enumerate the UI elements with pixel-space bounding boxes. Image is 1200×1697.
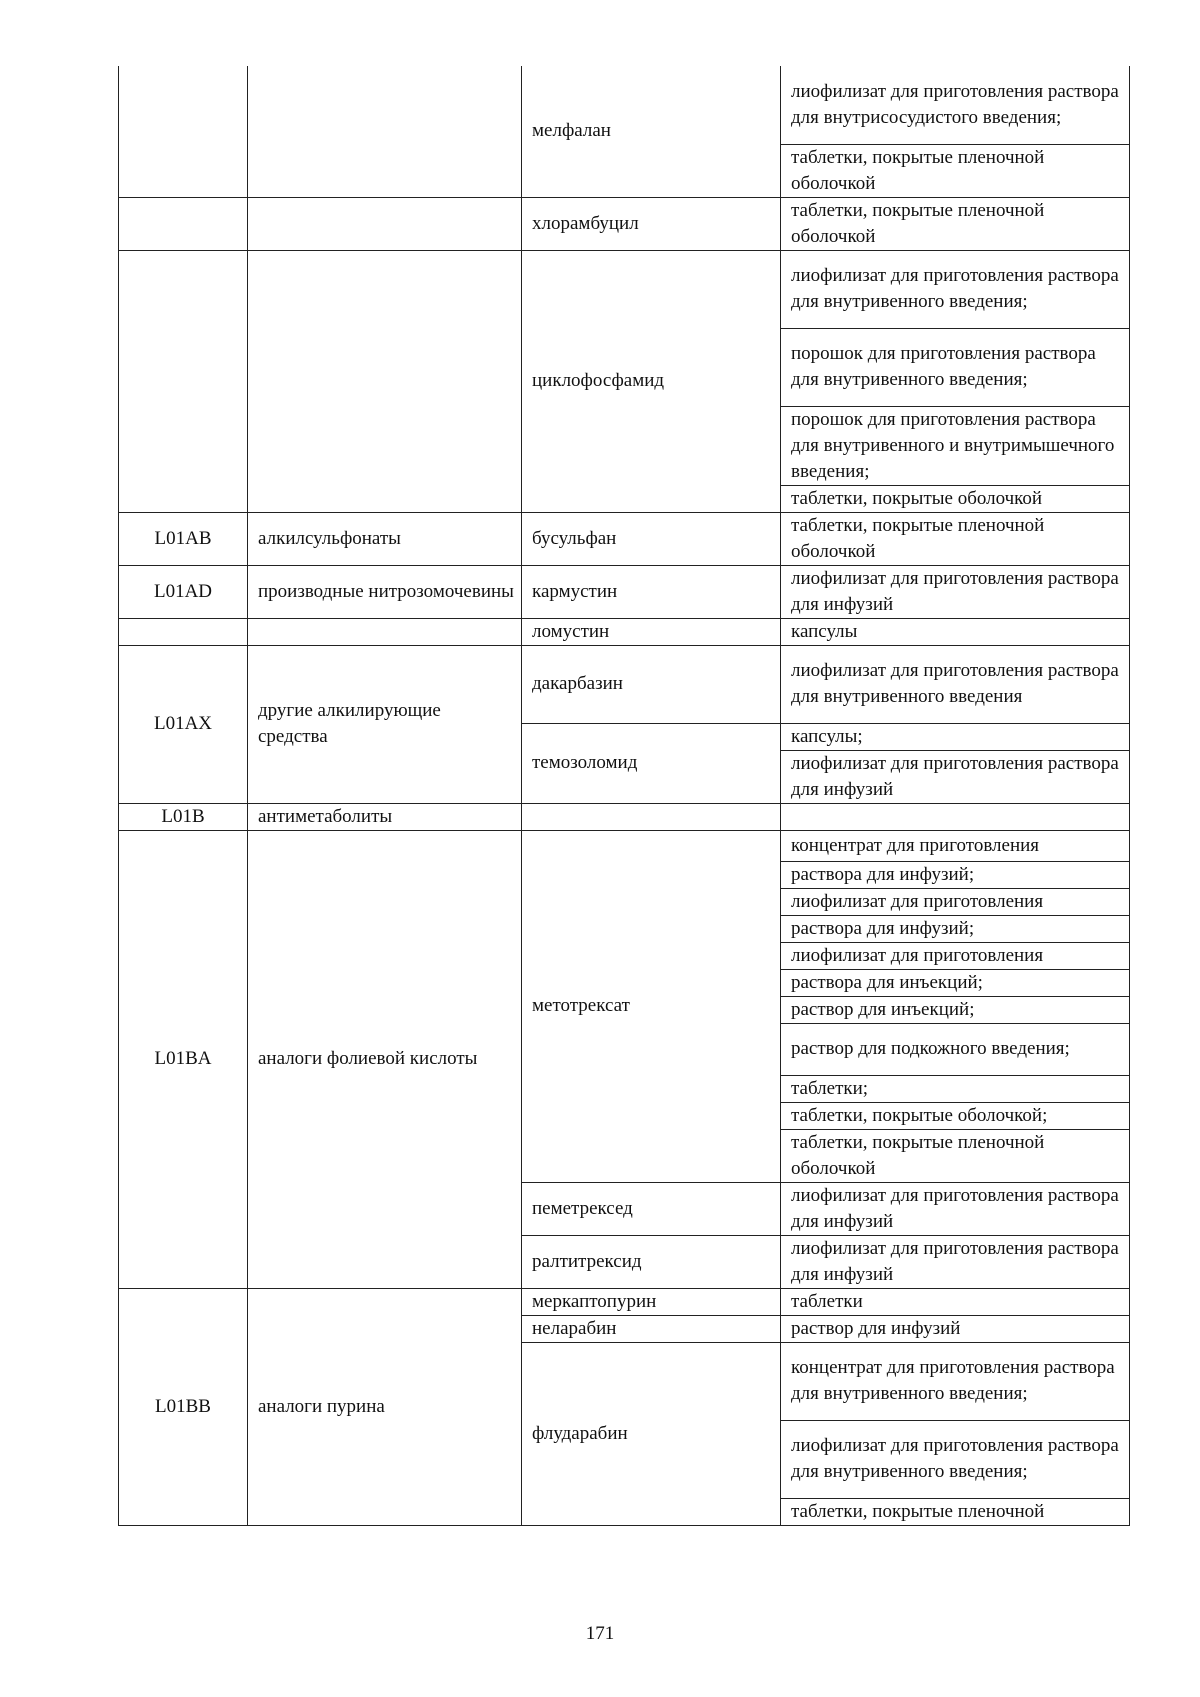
dosage-form: лиофилизат для приготовления раствора для внутривенного введения — [781, 645, 1130, 723]
atc-code — [119, 250, 248, 512]
dosage-form: лиофилизат для приготовления — [781, 888, 1130, 915]
group-name: другие алкилирующие средства — [248, 645, 522, 803]
dosage-form: порошок для приготовления раствора для внутривенного введения; — [781, 328, 1130, 406]
dosage-form: раствора для инъекций; — [781, 969, 1130, 996]
atc-code: L01BA — [119, 830, 248, 1288]
group-name — [248, 250, 522, 512]
dosage-form: раствора для инфузий; — [781, 861, 1130, 888]
dosage-form: капсулы; — [781, 723, 1130, 750]
drug-name: бусульфан — [522, 512, 781, 565]
drug-name: неларабин — [522, 1315, 781, 1342]
drug-name: мелфалан — [522, 66, 781, 197]
atc-code — [119, 66, 248, 197]
atc-code: L01BB — [119, 1288, 248, 1525]
dosage-form: таблетки, покрытые оболочкой; — [781, 1102, 1130, 1129]
dosage-form: таблетки, покрытые пленочной — [781, 1498, 1130, 1525]
dosage-form: таблетки — [781, 1288, 1130, 1315]
drug-name: циклофосфамид — [522, 250, 781, 512]
dosage-form — [781, 803, 1130, 830]
group-name: антиметаболиты — [248, 803, 522, 830]
page-number: 171 — [585, 1623, 615, 1644]
atc-code: L01AX — [119, 645, 248, 803]
dosage-form: лиофилизат для приготовления раствора для инфузий — [781, 565, 1130, 618]
group-name: аналоги пурина — [248, 1288, 522, 1525]
dosage-form: таблетки, покрытые пленочной оболочкой — [781, 512, 1130, 565]
drug-name: флударабин — [522, 1342, 781, 1525]
drug-name — [522, 803, 781, 830]
dosage-form: раствора для инфузий; — [781, 915, 1130, 942]
drug-name: дакарбазин — [522, 645, 781, 723]
dosage-form: лиофилизат для приготовления — [781, 942, 1130, 969]
drug-name: хлорамбуцил — [522, 197, 781, 250]
dosage-form: таблетки, покрытые пленочной оболочкой — [781, 1129, 1130, 1182]
dosage-form: концентрат для приготовления раствора для внутривенного введения; — [781, 1342, 1130, 1420]
atc-code: L01B — [119, 803, 248, 830]
dosage-form: таблетки; — [781, 1075, 1130, 1102]
drug-name: метотрексат — [522, 830, 781, 1182]
drug-name: пеметрексед — [522, 1182, 781, 1235]
dosage-form: концентрат для приготовления — [781, 830, 1130, 861]
dosage-form: лиофилизат для приготовления раствора для внутривенного введения; — [781, 250, 1130, 328]
dosage-form: таблетки, покрытые пленочной оболочкой — [781, 144, 1130, 197]
dosage-form: лиофилизат для приготовления раствора для инфузий — [781, 1182, 1130, 1235]
group-name — [248, 66, 522, 197]
atc-code: L01AB — [119, 512, 248, 565]
dosage-form: раствор для инъекций; — [781, 996, 1130, 1023]
drug-name: ралтитрексид — [522, 1235, 781, 1288]
drug-name: меркаптопурин — [522, 1288, 781, 1315]
dosage-form: лиофилизат для приготовления раствора для внутривенного введения; — [781, 1420, 1130, 1498]
dosage-form: капсулы — [781, 618, 1130, 645]
drug-name: темозоломид — [522, 723, 781, 803]
group-name: аналоги фолиевой кислоты — [248, 830, 522, 1288]
dosage-form: порошок для приготовления раствора для внутривенного и внутримышечного введения; — [781, 406, 1130, 485]
drug-table — [118, 66, 1130, 1526]
drug-name: кармустин — [522, 565, 781, 618]
atc-code — [119, 618, 248, 645]
dosage-form: таблетки, покрытые пленочной оболочкой — [781, 197, 1130, 250]
drug-name: ломустин — [522, 618, 781, 645]
dosage-form: раствор для инфузий — [781, 1315, 1130, 1342]
dosage-form: лиофилизат для приготовления раствора для внутрисосудистого введения; — [781, 66, 1130, 144]
dosage-form: лиофилизат для приготовления раствора для инфузий — [781, 1235, 1130, 1288]
group-name — [248, 618, 522, 645]
atc-code — [119, 197, 248, 250]
dosage-form: раствор для подкожного введения; — [781, 1023, 1130, 1075]
atc-code: L01AD — [119, 565, 248, 618]
group-name: производные нитрозомочевины — [248, 565, 522, 618]
dosage-form: лиофилизат для приготовления раствора для инфузий — [781, 750, 1130, 803]
group-name — [248, 197, 522, 250]
group-name: алкилсульфонаты — [248, 512, 522, 565]
dosage-form: таблетки, покрытые оболочкой — [781, 485, 1130, 512]
